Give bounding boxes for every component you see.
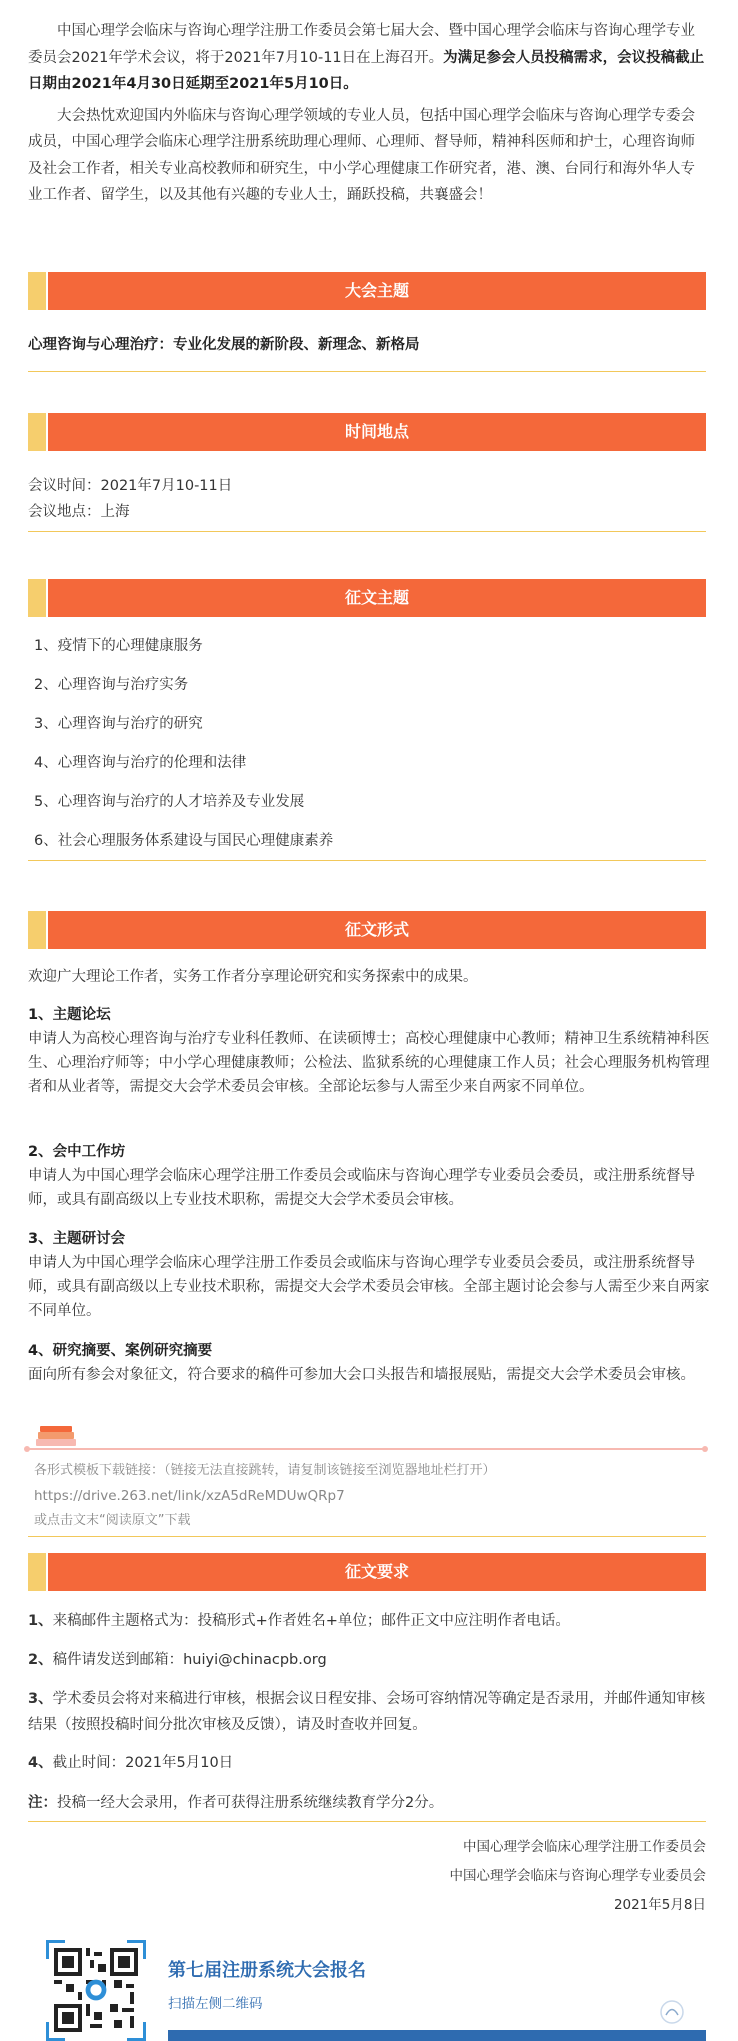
watermark-icon [658, 1998, 686, 2026]
section-header-theme [28, 272, 706, 310]
intro-block [28, 18, 708, 209]
section-title: 时间地点 [48, 413, 706, 451]
requirement-text: 截止时间：2021年5月10日 [52, 1755, 234, 1771]
banner-bar [168, 2030, 706, 2041]
registration-banner[interactable] [46, 1930, 706, 2041]
qr-code[interactable] [46, 1940, 146, 2041]
topic-item: 4、心理咨询与治疗的伦理和法律 [34, 755, 247, 771]
section-header-requirements [28, 1553, 706, 1591]
form-item-body: 申请人为中国心理学会临床心理学注册工作委员会或临床与咨询心理学专业委员会委员，或注册系统督导师，或具有副高级以上专业技术职称，需提交大会学术委员会审核。 [28, 1168, 695, 1208]
meeting-place: 会议地点：上海 [28, 504, 130, 520]
form-item-body: 申请人为中国心理学会临床心理学注册工作委员会或临床与咨询心理学专业委员会委员，或注册系统督导师，或具有副高级以上专业技术职称，需提交大会学术委员会审核。全部主题讨论会参与人需至少来自两家不同单位。 [28, 1255, 710, 1319]
qr-code-icon [54, 1948, 138, 2032]
divider-dot [702, 1446, 708, 1452]
download-label: 各形式模板下载链接：（链接无法直接跳转，请复制该链接至浏览器地址栏打开） [34, 1463, 496, 1478]
requirement-prefix: 4、 [28, 1755, 53, 1771]
banner-title: 第七届注册系统大会报名 [168, 1960, 366, 1981]
section-divider [28, 1536, 706, 1537]
requirement-text: 投稿一经大会录用，作者可获得注册系统继续教育学分2分。 [57, 1795, 444, 1811]
forms-intro: 欢迎广大理论工作者，实务工作者分享理论研究和实务探索中的成果。 [28, 969, 478, 985]
meeting-time: 会议时间：2021年7月10-11日 [28, 478, 233, 494]
header-accent [28, 272, 46, 310]
section-divider [28, 371, 706, 372]
intro-paragraph-2: 大会热忱欢迎国内外临床与咨询心理学领域的专业人员，包括中国心理学会临床与咨询心理学专委会成员，中国心理学会临床心理学注册系统助理心理师、心理师、督导师，精神科医师和护士，心理咨询师及社会工作者，相关专业高校教师和研究生，中小学心理健康工作研究者，港、澳、台同行和海外华人专业工作者、留学生，以及其他有兴趣的专业人士，踊跃投稿，共襄盛会！ [28, 107, 695, 203]
theme-text: 心理咨询与心理治疗：专业化发展的新阶段、新理念、新格局 [28, 337, 420, 353]
requirement-prefix: 3、 [28, 1691, 53, 1707]
form-item-symposium [28, 1227, 710, 1323]
intro-paragraph-1 [28, 18, 708, 98]
time-place-block [28, 473, 708, 525]
form-item-workshop [28, 1140, 710, 1212]
requirement-text: 稿件请发送到邮箱：huiyi@chinacpb.org [52, 1652, 327, 1668]
requirement-item [28, 1647, 710, 1673]
header-accent [28, 579, 46, 617]
signature-date: 2021年5月8日 [613, 1897, 706, 1913]
form-item-body: 面向所有参会对象征文，符合要求的稿件可参加大会口头报告和墙报展贴，需提交大会学术委员会审核。 [28, 1367, 695, 1383]
form-item-title: 3、主题研讨会 [28, 1231, 126, 1247]
signature-org-2: 中国心理学会临床与咨询心理学专业委员会 [449, 1868, 706, 1884]
section-divider [28, 531, 706, 532]
requirement-note [28, 1790, 710, 1816]
form-item-title: 2、会中工作坊 [28, 1144, 126, 1160]
banner-subtitle: 扫描左侧二维码 [168, 1996, 263, 2012]
signature-org-1: 中国心理学会临床心理学注册工作委员会 [463, 1839, 706, 1855]
intro-deadline-notice: 为满足参会人员投稿需求，会议投稿截止日期由2021年4月30日延期至2021年5月10日。 [28, 49, 705, 92]
topic-item: 2、心理咨询与治疗实务 [34, 677, 189, 693]
download-link[interactable]: https://drive.263.net/link/xzA5dReMDUwQRp7 [34, 1488, 345, 1504]
form-item-abstract [28, 1339, 710, 1387]
section-title: 征文形式 [48, 911, 706, 949]
requirement-text: 学术委员会将对来稿进行审核，根据会议日程安排、会场可容纳情况等确定是否录用，并邮件通知审核结果（按照投稿时间分批次审核及反馈），请及时查收并回复。 [28, 1691, 706, 1733]
header-accent [28, 413, 46, 451]
requirement-prefix: 2、 [28, 1652, 53, 1668]
requirement-item [28, 1686, 710, 1738]
topic-item: 1、疫情下的心理健康服务 [34, 638, 203, 654]
section-header-time-place [28, 413, 706, 451]
section-divider [28, 1821, 706, 1822]
divider-dot [24, 1446, 30, 1452]
requirement-text: 来稿邮件主题格式为：投稿形式+作者姓名+单位；邮件正文中应注明作者电话。 [52, 1613, 570, 1629]
pink-divider [28, 1448, 704, 1450]
form-item-forum [28, 1003, 710, 1099]
form-item-title: 1、主题论坛 [28, 1007, 111, 1023]
requirement-item [28, 1750, 710, 1776]
requirement-item [28, 1608, 710, 1634]
section-header-topics [28, 579, 706, 617]
intro-text: 中国心理学会临床与咨询心理学注册工作委员会第七届大会、暨中国心理学会临床与咨询心理学专业委员会2021年学术会议，将于2021年7月10-11日在上海召开。 [28, 23, 695, 66]
read-original-hint: 或点击文末“阅读原文”下载 [34, 1513, 191, 1528]
section-title: 征文主题 [48, 579, 706, 617]
requirement-prefix: 注： [28, 1795, 57, 1811]
topic-item: 5、心理咨询与治疗的人才培养及专业发展 [34, 794, 305, 810]
topic-item: 3、心理咨询与治疗的研究 [34, 716, 203, 732]
section-title: 征文要求 [48, 1553, 706, 1591]
header-accent [28, 911, 46, 949]
form-item-body: 申请人为高校心理咨询与治疗专业科任教师、在读硕博士；高校心理健康中心教师；精神卫生系统精神科医生、心理治疗师等；中小学心理健康教师；公检法、监狱系统的心理健康工作人员；社会心理服务机构管理者和从业者等，需提交大会学术委员会审核。全部论坛参与人需至少来自两家不同单位。 [28, 1031, 710, 1095]
section-header-forms [28, 911, 706, 949]
requirement-prefix: 1、 [28, 1613, 53, 1629]
header-accent [28, 1553, 46, 1591]
topic-item: 6、社会心理服务体系建设与国民心理健康素养 [34, 833, 334, 849]
section-title: 大会主题 [48, 272, 706, 310]
section-divider [28, 860, 706, 861]
signature-block [450, 1833, 707, 1920]
form-item-title: 4、研究摘要、案例研究摘要 [28, 1343, 213, 1359]
